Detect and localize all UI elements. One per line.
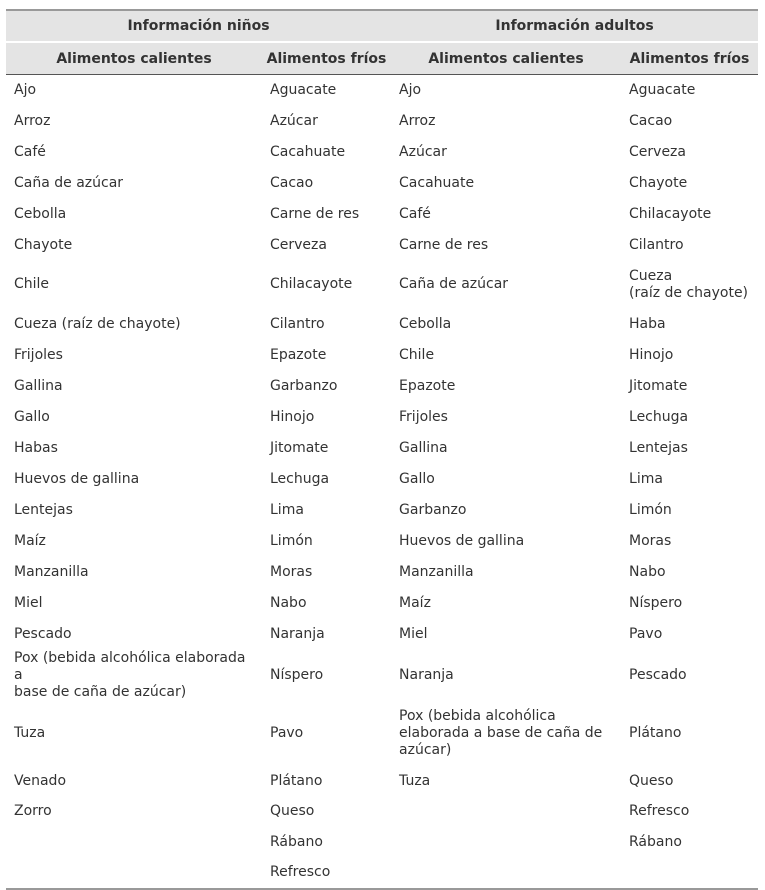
- cell-frios-ninos: Limón: [270, 532, 313, 549]
- cell-frios-adultos: Chayote: [629, 174, 688, 191]
- cell-calientes-ninos: Café: [14, 143, 46, 160]
- cell-frios-ninos: Cacahuate: [270, 143, 346, 160]
- cell-frios-ninos: Nabo: [270, 594, 307, 611]
- table-row: [6, 557, 758, 588]
- table-row: [6, 827, 758, 858]
- cell-calientes-ninos: Huevos de gallina: [14, 470, 140, 487]
- cell-calientes-adultos: Epazote: [399, 377, 456, 394]
- cell-calientes-adultos: Cacahuate: [399, 174, 475, 191]
- cell-calientes-ninos: Venado: [14, 772, 67, 789]
- cell-frios-adultos: Queso: [629, 772, 674, 789]
- table-row: [6, 526, 758, 557]
- table-row: [6, 261, 758, 309]
- cell-frios-ninos: Lechuga: [270, 470, 330, 487]
- cell-calientes-ninos: Tuza: [14, 724, 46, 741]
- table-row: [6, 402, 758, 433]
- cell-calientes-adultos: [391, 858, 621, 889]
- cell-calientes-ninos: Chayote: [14, 236, 73, 253]
- cell-frios-ninos: Jitomate: [270, 439, 329, 456]
- cell-frios-ninos: Hinojo: [270, 408, 315, 425]
- cell-calientes-ninos: Gallina: [14, 377, 63, 394]
- cell-calientes-adultos: Chile: [399, 346, 435, 363]
- table-row: [6, 588, 758, 619]
- cell-frios-adultos: Moras: [629, 532, 672, 549]
- cell-calientes-ninos: Miel: [14, 594, 43, 611]
- cell-calientes-adultos: Huevos de gallina: [399, 532, 525, 549]
- foods-table: [6, 9, 758, 890]
- cell-calientes-adultos: Azúcar: [399, 143, 447, 160]
- cell-calientes-adultos: Pox (bebida alcohólica elaborada a base de caña de azúcar): [399, 707, 603, 758]
- cell-calientes-ninos: Zorro: [14, 803, 52, 819]
- col-header-frios-ninos: Alimentos fríos: [262, 42, 391, 75]
- cell-calientes-adultos: [391, 827, 621, 858]
- cell-frios-adultos: Haba: [629, 315, 666, 332]
- cell-frios-adultos: Pescado: [629, 666, 687, 683]
- cell-frios-ninos: Cacao: [270, 174, 314, 191]
- cell-frios-ninos: Cilantro: [270, 315, 325, 332]
- table-row: [6, 340, 758, 371]
- table-row: [6, 230, 758, 261]
- cell-frios-ninos: Cerveza: [270, 236, 327, 253]
- cell-calientes-adultos: Maíz: [399, 594, 431, 611]
- cell-frios-adultos: Pavo: [629, 625, 663, 642]
- cell-calientes-ninos: Maíz: [14, 532, 46, 549]
- cell-frios-ninos: Moras: [270, 563, 313, 580]
- col-header-calientes-ninos: Alimentos calientes: [6, 42, 262, 75]
- cell-frios-ninos: Lima: [270, 501, 304, 518]
- col-header-frios-adultos: Alimentos fríos: [621, 42, 758, 75]
- cell-frios-adultos: Lima: [629, 470, 663, 487]
- cell-calientes-adultos: Garbanzo: [399, 501, 467, 518]
- cell-calientes-ninos: Caña de azúcar: [14, 174, 124, 191]
- cell-frios-adultos: Limón: [629, 501, 672, 518]
- cell-frios-adultos: Lentejas: [629, 439, 688, 456]
- cell-frios-ninos: Plátano: [270, 772, 323, 789]
- table-row: [6, 701, 758, 766]
- cell-frios-ninos: Naranja: [270, 625, 325, 642]
- table-row: [6, 766, 758, 797]
- cell-frios-adultos: Lechuga: [629, 408, 689, 425]
- table-row: [6, 309, 758, 340]
- table-row: [6, 464, 758, 495]
- cell-frios-ninos: Carne de res: [270, 205, 360, 222]
- group-header-adultos: Información adultos: [391, 10, 758, 42]
- cell-frios-ninos: Garbanzo: [270, 377, 338, 394]
- cell-calientes-adultos: Gallo: [399, 470, 435, 487]
- cell-calientes-ninos: Pox (bebida alcohólica elaborada a base de caña de azúcar): [14, 649, 246, 700]
- cell-frios-ninos: Refresco: [262, 858, 391, 889]
- cell-calientes-adultos: Cebolla: [399, 315, 452, 332]
- cell-frios-adultos: Aguacate: [629, 81, 696, 98]
- cell-calientes-ninos: Cebolla: [14, 205, 67, 222]
- cell-frios-adultos: Jitomate: [629, 377, 688, 394]
- cell-calientes-ninos: [6, 858, 262, 889]
- cell-calientes-ninos: Manzanilla: [14, 563, 89, 580]
- cell-calientes-adultos: Carne de res: [399, 236, 489, 253]
- cell-calientes-adultos: Tuza: [399, 772, 431, 789]
- cell-calientes-ninos: Pescado: [14, 625, 72, 642]
- cell-frios-adultos: Refresco: [629, 803, 690, 819]
- cell-frios-ninos: Níspero: [270, 666, 324, 683]
- table-row: [6, 199, 758, 230]
- cell-frios-adultos: Hinojo: [629, 346, 674, 363]
- table-row: [6, 495, 758, 526]
- cell-calientes-ninos: Chile: [14, 276, 50, 292]
- cell-frios-adultos: Plátano: [629, 724, 682, 741]
- cell-frios-ninos: Epazote: [270, 346, 327, 363]
- cell-calientes-adultos: [391, 797, 621, 827]
- col-header-calientes-adultos: Alimentos calientes: [391, 42, 621, 75]
- cell-calientes-ninos: Cueza (raíz de chayote): [14, 315, 181, 332]
- table-row: [6, 650, 758, 701]
- cell-frios-adultos: Chilacayote: [629, 205, 712, 222]
- cell-calientes-adultos: Frijoles: [399, 408, 448, 425]
- cell-frios-adultos: Cueza (raíz de chayote): [629, 267, 749, 301]
- cell-frios-ninos: Azúcar: [270, 112, 318, 129]
- cell-frios-ninos: Rábano: [270, 833, 323, 850]
- cell-frios-adultos: Rábano: [629, 833, 682, 850]
- group-header-ninos: Información niños: [6, 10, 391, 42]
- cell-calientes-adultos: Caña de azúcar: [399, 276, 509, 292]
- cell-frios-adultos: Nabo: [629, 563, 666, 580]
- table-row: [6, 75, 758, 106]
- cell-calientes-ninos: Frijoles: [14, 346, 63, 363]
- table-body: [6, 75, 758, 889]
- cell-calientes-adultos: Arroz: [399, 112, 436, 129]
- cell-frios-ninos: Aguacate: [270, 81, 337, 98]
- cell-frios-ninos: Chilacayote: [270, 276, 353, 292]
- cell-calientes-adultos: Naranja: [399, 666, 454, 683]
- cell-frios-adultos: Cilantro: [629, 236, 684, 253]
- cell-frios-ninos: Queso: [270, 803, 315, 819]
- table-row: [6, 797, 758, 827]
- cell-calientes-adultos: Ajo: [399, 81, 422, 98]
- cell-calientes-ninos: [6, 827, 262, 858]
- cell-frios-adultos: Níspero: [629, 594, 683, 611]
- cell-frios-adultos: Cerveza: [629, 143, 686, 160]
- cell-calientes-ninos: Habas: [14, 439, 58, 456]
- cell-calientes-ninos: Lentejas: [14, 501, 73, 518]
- cell-frios-adultos: [621, 858, 758, 889]
- table-row: [6, 433, 758, 464]
- cell-frios-ninos: Pavo: [270, 724, 304, 741]
- cell-calientes-ninos: Arroz: [14, 112, 51, 129]
- cell-frios-adultos: Cacao: [629, 112, 673, 129]
- cell-calientes-ninos: Gallo: [14, 408, 50, 425]
- cell-calientes-adultos: Café: [399, 205, 431, 222]
- cell-calientes-adultos: Miel: [399, 625, 428, 642]
- table-row: [6, 371, 758, 402]
- table-row: [6, 106, 758, 137]
- cell-calientes-adultos: Gallina: [399, 439, 448, 456]
- table-row: [6, 168, 758, 199]
- cell-calientes-adultos: Manzanilla: [399, 563, 474, 580]
- table-row: [6, 137, 758, 168]
- table-row: [6, 858, 758, 889]
- table-row: [6, 619, 758, 650]
- cell-calientes-ninos: Ajo: [14, 81, 37, 98]
